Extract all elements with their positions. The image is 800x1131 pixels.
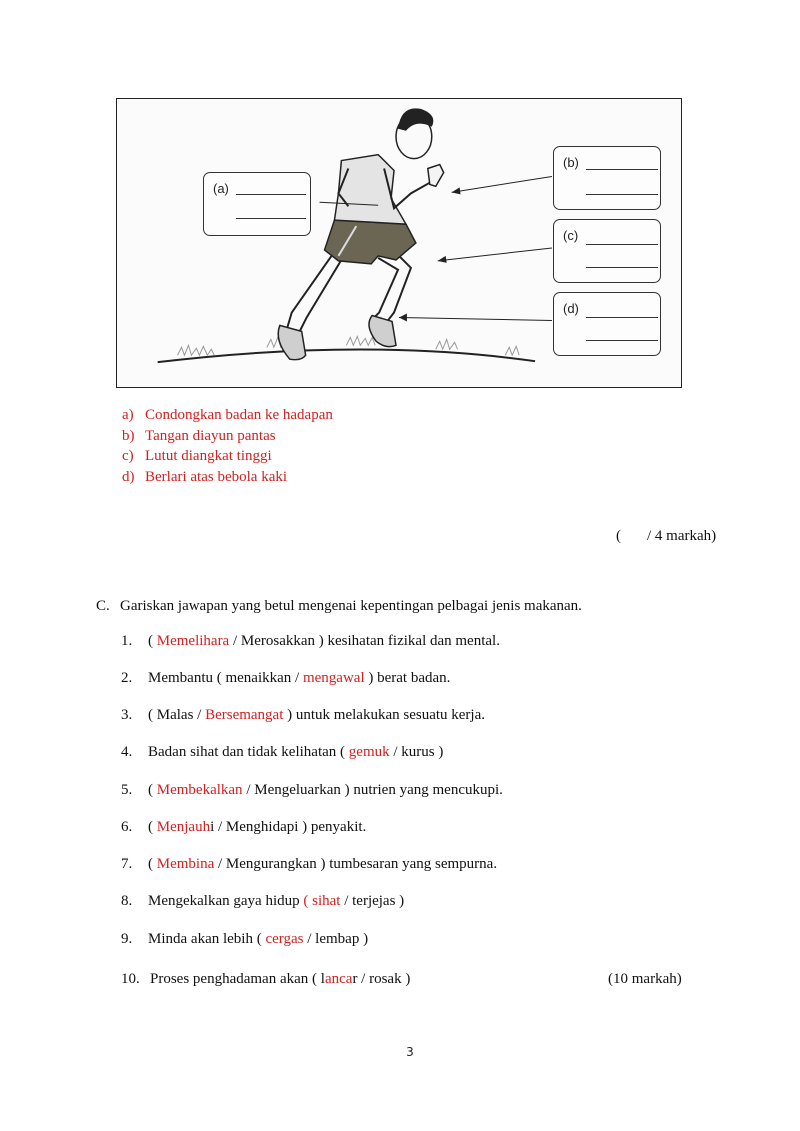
answer-line xyxy=(236,218,306,219)
answer-line xyxy=(586,169,658,170)
question-text: / Mengurangkan ) tumbesaran yang sempurna. xyxy=(214,856,498,872)
label-tag: (a) xyxy=(213,181,229,196)
pointer-d xyxy=(399,317,552,320)
marks-section-c: (10 markah) xyxy=(608,971,682,987)
marks-text: / 4 markah) xyxy=(647,528,717,544)
question-4 xyxy=(121,744,443,761)
question-text: ) untuk melakukan sesuatu kerja. xyxy=(283,707,485,723)
question-number: 1. xyxy=(121,633,133,649)
question-text: / lembap ) xyxy=(303,931,369,947)
answer-text: Tangan diayun pantas xyxy=(145,427,276,444)
correct-answer: anca xyxy=(324,971,353,987)
answer-item xyxy=(122,405,333,426)
correct-answer: mengawal xyxy=(302,670,365,686)
answer-line xyxy=(586,340,658,341)
correct-answer: Bersemangat xyxy=(205,707,284,723)
pointer-c xyxy=(438,248,552,261)
question-number: 2. xyxy=(121,670,133,686)
label-box-a xyxy=(203,172,311,236)
question-number: 7. xyxy=(121,856,133,872)
question-6 xyxy=(121,819,366,836)
question-3 xyxy=(121,707,485,724)
runner-figure xyxy=(116,98,682,388)
question-text: i / Menghidapi ) penyakit. xyxy=(210,819,367,835)
correct-answer: ( sihat xyxy=(303,893,341,909)
grass xyxy=(178,336,520,355)
question-number: 9. xyxy=(121,931,133,947)
marks-section-b xyxy=(616,528,716,545)
question-text: r / rosak ) xyxy=(352,971,411,987)
answer-item xyxy=(122,426,333,447)
question-2 xyxy=(121,670,450,687)
label-box-c xyxy=(553,219,661,283)
question-5 xyxy=(121,782,503,799)
section-label: C. xyxy=(96,598,110,614)
question-text: ) berat badan. xyxy=(364,670,451,686)
hands xyxy=(428,165,444,187)
answer-text: Lutut diangkat tinggi xyxy=(145,448,272,464)
question-number: 3. xyxy=(121,707,133,723)
label-tag: (c) xyxy=(563,228,579,243)
correct-answer: Membina xyxy=(156,856,215,872)
answer-line xyxy=(586,244,658,245)
question-9 xyxy=(121,931,368,948)
question-10 xyxy=(121,971,410,988)
question-text: ( xyxy=(148,633,157,649)
answer-line xyxy=(236,194,306,195)
question-text: Mengekalkan gaya hidup xyxy=(148,893,304,909)
question-text: Membantu ( menaikkan / xyxy=(148,670,303,686)
question-8 xyxy=(121,893,404,910)
answer-letter: c) xyxy=(122,448,134,464)
section-instruction: Gariskan jawapan yang betul mengenai kepentingan pelbagai jenis makanan. xyxy=(120,598,582,614)
question-text: / terjejas ) xyxy=(340,893,405,909)
answer-letter: b) xyxy=(122,427,135,444)
question-text: / kurus ) xyxy=(389,744,444,760)
question-text: ( xyxy=(148,856,157,872)
question-text: Minda akan lebih ( xyxy=(148,931,266,947)
label-tag: (b) xyxy=(563,155,579,170)
section-c-heading xyxy=(96,598,582,615)
correct-answer: gemuk xyxy=(348,744,390,760)
ground-line xyxy=(158,350,535,363)
answer-item xyxy=(122,446,333,467)
correct-answer: Memelihara xyxy=(156,633,230,649)
correct-answer: Menjauh xyxy=(156,819,211,835)
vest xyxy=(334,155,406,225)
correct-answer: cergas xyxy=(265,931,304,947)
page-number: 3 xyxy=(406,1045,414,1059)
correct-answer: Membekalkan xyxy=(156,782,243,798)
question-text: ( xyxy=(148,819,157,835)
question-number: 6. xyxy=(121,819,133,835)
answer-line xyxy=(586,317,658,318)
answer-line xyxy=(586,194,658,195)
answer-text: Condongkan badan ke hadapan xyxy=(145,407,333,423)
label-box-b xyxy=(553,146,661,210)
question-1 xyxy=(121,633,500,650)
answer-list xyxy=(122,405,333,487)
question-7 xyxy=(121,856,497,873)
label-tag: (d) xyxy=(563,301,579,316)
label-box-d xyxy=(553,292,661,356)
question-number: 8. xyxy=(121,893,133,909)
question-text: / Merosakkan ) kesihatan fizikal dan mental. xyxy=(229,633,500,649)
answer-item xyxy=(122,467,333,488)
back-shoe xyxy=(278,325,305,359)
question-number: 10. xyxy=(121,971,140,987)
answer-line xyxy=(586,267,658,268)
answer-text: Berlari atas bebola kaki xyxy=(145,468,288,485)
question-text: Badan sihat dan tidak kelihatan ( xyxy=(148,744,349,760)
question-text: ( Malas / xyxy=(148,707,206,723)
answer-letter: a) xyxy=(122,407,134,423)
question-text: Proses penghadaman akan ( l xyxy=(150,971,325,987)
question-text: / Mengeluarkan ) nutrien yang mencukupi. xyxy=(242,782,503,798)
shorts xyxy=(325,220,416,264)
front-shoe xyxy=(369,315,396,346)
question-number: 4. xyxy=(121,744,133,760)
answer-letter: d) xyxy=(122,468,135,485)
pointer-b xyxy=(452,176,552,192)
marks-open-paren: ( xyxy=(616,528,621,544)
question-number: 5. xyxy=(121,782,133,798)
question-text: ( xyxy=(148,782,157,798)
